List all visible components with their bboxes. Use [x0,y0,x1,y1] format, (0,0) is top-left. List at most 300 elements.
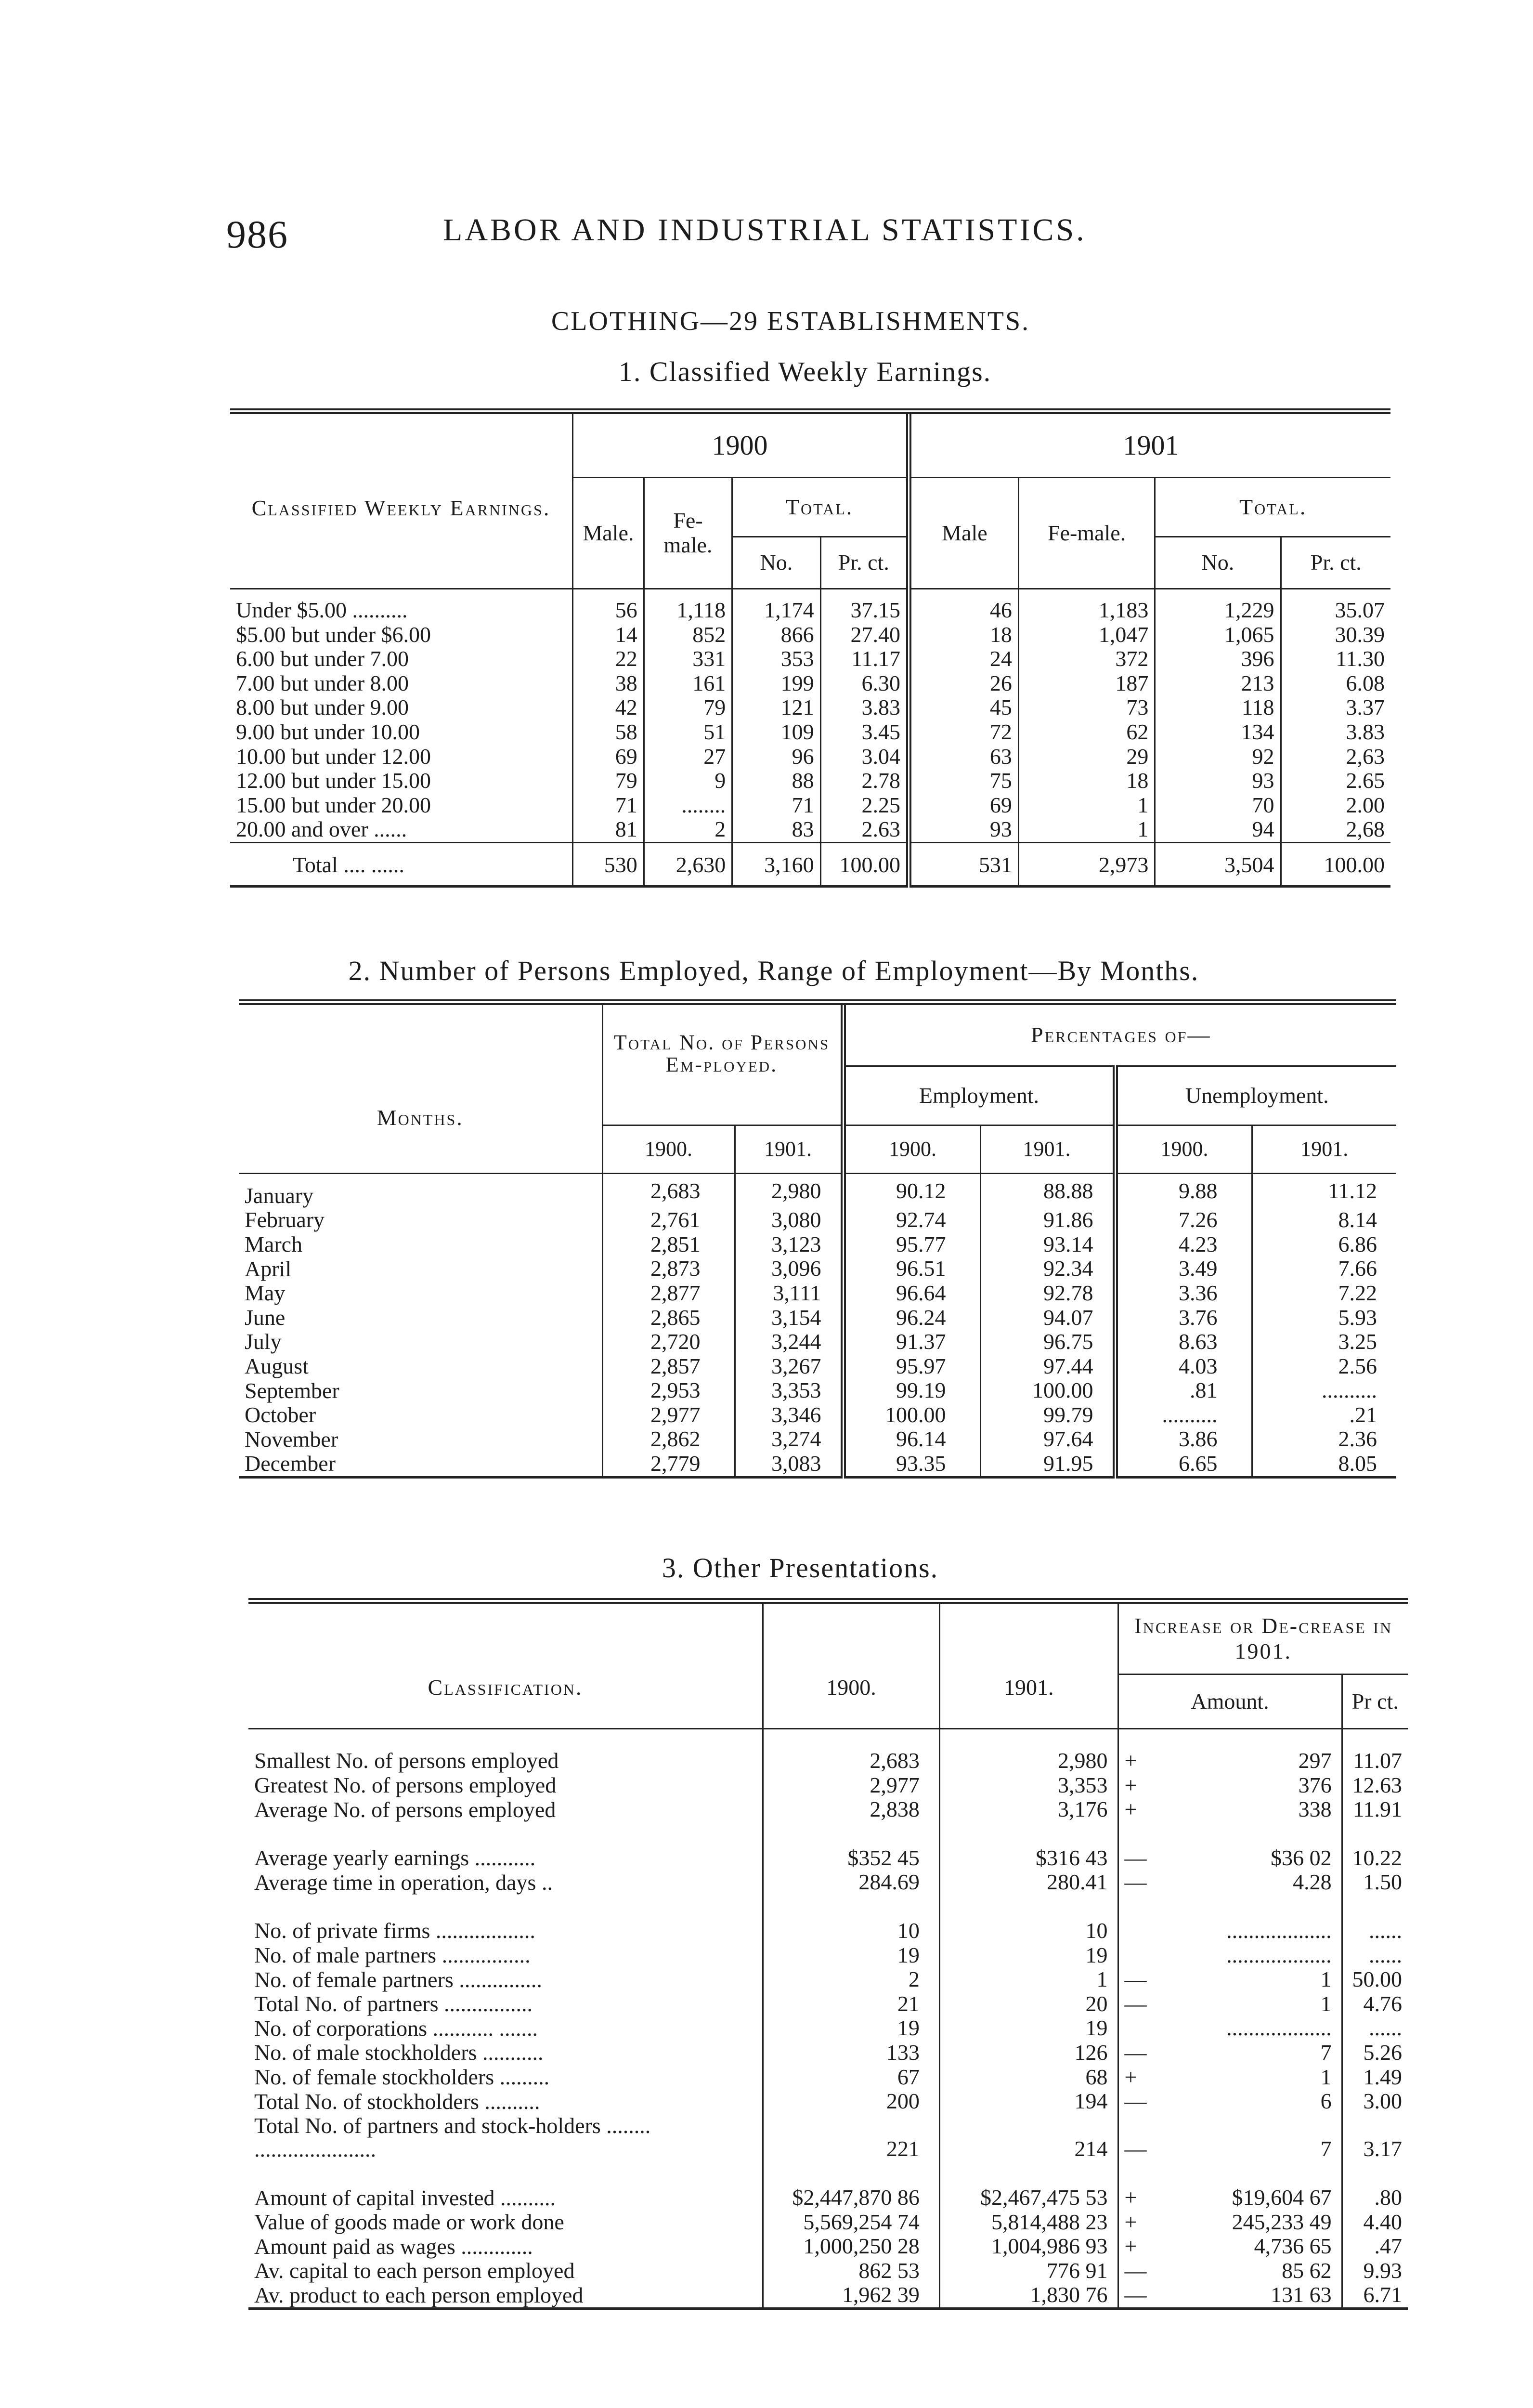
table-cell: 2,851 [602,1232,735,1257]
change-sign [1118,1943,1153,1968]
table2-title: 2. Number of Persons Employed, Range of Employment—By Months. [348,955,1199,986]
row-label: 6.00 but under 7.00 [230,647,572,671]
change-percent: 50.00 [1352,1967,1402,1992]
table-cell: 91.37 [843,1330,980,1354]
table-cell: 96.51 [843,1256,980,1281]
spacer-cell [939,1822,1118,1846]
t1-col-total-1900: Total. [732,478,909,537]
total-label: Total .... ...... [230,842,572,886]
table-row [239,1232,1396,1257]
t1-col-no-1900: No. [732,537,820,589]
spacer-cell [248,2161,763,2186]
spacer-cell [763,1822,939,1846]
change-amount: 4,736 65 [1153,2234,1342,2259]
running-title: LABOR AND INDUSTRIAL STATISTICS. [443,212,1087,248]
table-cell: 96 [732,745,820,769]
table-cell: 6.86 [1338,1231,1377,1256]
table-cell: 58 [572,720,644,745]
table-cell: 95.77 [843,1232,980,1257]
table-cell: 331 [644,647,732,671]
table-cell: 1,183 [1018,589,1155,623]
total-cell: 3,160 [732,842,820,886]
row-label: No. of female stockholders ......... [248,2065,763,2090]
t1-col-female-1900: Fe-male. [644,478,732,589]
table-cell: 97.44 [980,1354,1115,1379]
table-row [239,1452,1396,1477]
table-cell: 71 [732,793,820,818]
row-label: Average time in operation, days .. [248,1870,763,1895]
change-sign: — [1124,2136,1147,2161]
table-cell: 9 [644,769,732,793]
change-amount: 376 [1153,1773,1342,1798]
row-label: 20.00 and over ...... [230,817,572,842]
table-row [230,745,1390,769]
table-row [248,1797,1408,1822]
value-1901: 20 [939,1992,1118,2016]
total-cell: 531 [909,842,1019,886]
table-cell: 6.65 [1115,1452,1252,1477]
table-cell: 83 [732,817,820,842]
table-cell: 3.45 [820,720,909,745]
value-1901: 1,004,986 93 [939,2234,1118,2259]
year-header: 1900. [1115,1125,1252,1174]
month-label: November [239,1427,602,1452]
change-amount: 245,233 49 [1153,2210,1342,2235]
table-cell: 11.17 [820,647,909,671]
row-label: No. of private firms .................. [248,1919,763,1943]
table-cell: 2,720 [602,1330,735,1354]
table3-title: 3. Other Presentations. [662,1552,939,1584]
table-row [248,2089,1408,2114]
table-row [230,589,1390,623]
spacer-cell [1342,1822,1408,1846]
table-cell: 3.49 [1115,1256,1252,1281]
table-cell: 5.93 [1338,1305,1377,1330]
month-label: December [239,1452,602,1477]
change-sign: — [1124,1991,1147,2016]
table-cell: .......... [1322,1378,1377,1403]
table-cell: 11.12 [1328,1178,1377,1203]
change-sign: + [1124,2209,1137,2234]
month-label: October [239,1403,602,1427]
table-cell: 51 [644,720,732,745]
table-cell: 161 [644,671,732,696]
table-cell: 8.05 [1338,1451,1377,1476]
change-sign: + [1124,1797,1137,1822]
change-percent: 5.26 [1363,2040,1402,2065]
table-row [239,1378,1396,1403]
section-title: CLOTHING—29 ESTABLISHMENTS. [551,306,1030,336]
row-label: No. of male partners ................ [248,1943,763,1968]
t3-col-increase: Increase or De-crease in 1901. [1134,1613,1393,1663]
table-cell: 97.64 [980,1427,1115,1452]
value-1901: 280.41 [939,1870,1118,1895]
row-label: Value of goods made or work done [248,2210,763,2235]
row-label: Average yearly earnings ........... [248,1846,763,1871]
value-1901: 5,814,488 23 [939,2210,1118,2235]
table-cell: 1,047 [1018,623,1155,647]
change-sign: — [1124,1845,1147,1870]
change-amount: 131 63 [1153,2283,1342,2308]
table-cell: 3.76 [1115,1306,1252,1330]
change-sign [1118,1919,1153,1943]
table-row [248,1870,1408,1895]
change-percent: .47 [1374,2234,1402,2259]
table-cell: 6.30 [820,671,909,696]
table-cell: 2,862 [602,1427,735,1452]
table-row [248,2283,1408,2308]
table-cell: 852 [644,623,732,647]
value-1901: 19 [939,1943,1118,1968]
table1-title: 1. Classified Weekly Earnings. [618,356,992,387]
row-label: 15.00 but under 20.00 [230,793,572,818]
table-cell: 37.15 [820,589,909,623]
change-amount: 4.28 [1153,1870,1342,1895]
table-cell: 18 [909,623,1019,647]
table-cell: 75 [909,769,1019,793]
spacer-cell [1118,2161,1153,2186]
table-cell: 2,683 [602,1174,735,1208]
table-cell: 69 [909,793,1019,818]
table-cell: 2,980 [735,1174,843,1208]
table-cell: 56 [572,589,644,623]
table-cell: 99.79 [980,1403,1115,1427]
row-label: 9.00 but under 10.00 [230,720,572,745]
table-cell: 121 [732,695,820,720]
value-1901: 126 [939,2041,1118,2065]
table-cell: 3,346 [735,1403,843,1427]
spacer-cell [1118,1822,1153,1846]
table-cell: 3,083 [735,1452,843,1477]
spacer-cell [1153,2161,1342,2186]
value-1900: 19 [763,2016,939,2041]
t3-col-prct: Pr ct. [1342,1675,1408,1729]
t2-col-employment: Employment. [843,1066,1115,1125]
change-sign: + [1124,1772,1137,1797]
table-cell: 2,877 [602,1281,735,1306]
value-1901: 194 [939,2089,1118,2114]
table-row [248,1846,1408,1871]
spacer-cell [939,1895,1118,1919]
t3-col-1901: 1901. [939,1601,1118,1729]
value-1901: 10 [939,1919,1118,1943]
table-row [248,2259,1408,2283]
change-sign: — [1124,2040,1147,2065]
table-row [248,2234,1408,2259]
change-sign: — [1124,2258,1147,2283]
table-cell: 91.95 [980,1452,1115,1477]
change-amount: $19,604 67 [1153,2186,1342,2210]
table-cell: 2,865 [602,1306,735,1330]
change-sign: — [1124,2282,1147,2307]
change-percent: 1.49 [1363,2064,1402,2089]
table-cell: 3,111 [735,1281,843,1306]
table-row [230,623,1390,647]
table-cell: 2,873 [602,1256,735,1281]
table-cell: 71 [572,793,644,818]
value-1900: 862 53 [763,2259,939,2283]
table-cell: 1,174 [732,589,820,623]
group-spacer [248,1895,1408,1919]
table-row [239,1330,1396,1354]
table-cell: 187 [1018,671,1155,696]
value-1901: 1 [939,1967,1118,1992]
table-cell: 4.23 [1115,1232,1252,1257]
change-amount: 1 [1153,1967,1342,1992]
table-row [248,1943,1408,1968]
total-cell: 2,973 [1018,842,1155,886]
table-cell: 72 [909,720,1019,745]
table-cell: 7.22 [1338,1280,1377,1305]
row-label: 7.00 but under 8.00 [230,671,572,696]
spacer-cell [763,1895,939,1919]
value-1901: 214 [939,2114,1118,2161]
t1-col-prct-1901: Pr. ct. [1281,537,1390,589]
table-cell: 3,096 [735,1256,843,1281]
table-cell: 6.08 [1346,670,1385,695]
value-1901: 1,830 76 [939,2283,1118,2308]
table-cell: 42 [572,695,644,720]
table-cell: 96.75 [980,1330,1115,1354]
year-header: 1901. [735,1125,843,1174]
page-number: 986 [226,212,288,256]
table-cell: 3.86 [1115,1427,1252,1452]
table-row [248,1992,1408,2016]
table-cell: 2,63 [1346,744,1385,769]
change-percent: 3.17 [1363,2136,1402,2161]
table-cell: 7.66 [1338,1256,1377,1281]
year-header: 1900. [843,1125,980,1174]
table-row [230,793,1390,818]
table-cell: 69 [572,745,644,769]
table-row [230,647,1390,671]
table-cell: 96.64 [843,1281,980,1306]
table-cell: 99.19 [843,1378,980,1403]
table-cell: 100.00 [980,1378,1115,1403]
table-cell: 3,244 [735,1330,843,1354]
total-cell: 2,630 [644,842,732,886]
table-row [230,817,1390,842]
row-label: 10.00 but under 12.00 [230,745,572,769]
table-cell: 2.63 [820,817,909,842]
value-1900: 133 [763,2041,939,2065]
total-row [230,842,1390,886]
table-row [239,1208,1396,1232]
table-row [248,1919,1408,1943]
table-row [230,720,1390,745]
table-cell: 14 [572,623,644,647]
other-presentations-table [248,1598,1408,2310]
table-cell: 88 [732,769,820,793]
value-1900: 200 [763,2089,939,2114]
month-label: August [239,1354,602,1379]
value-1901: 68 [939,2065,1118,2090]
table-cell: 3,123 [735,1232,843,1257]
change-amount: ................... [1153,1919,1342,1943]
table-cell: .......... [1115,1403,1252,1427]
change-amount: 6 [1153,2089,1342,2114]
change-amount: 1 [1153,2065,1342,2090]
table-cell: 7.26 [1115,1208,1252,1232]
change-percent: ...... [1369,1918,1402,1943]
month-label: June [239,1306,602,1330]
table-row [230,671,1390,696]
table-row [248,1967,1408,1992]
table-cell: 95.97 [843,1354,980,1379]
table-cell: 92.34 [980,1256,1115,1281]
value-1900: 67 [763,2065,939,2090]
value-1900: 21 [763,1992,939,2016]
value-1900: 1,000,250 28 [763,2234,939,2259]
t2-col-unemployment: Unemployment. [1115,1066,1396,1125]
table-cell: 18 [1018,769,1155,793]
value-1900: 221 [763,2114,939,2161]
change-sign: + [1124,2064,1137,2089]
table-cell: 88.88 [980,1174,1115,1208]
change-sign: — [1124,1870,1147,1895]
year-header: 1901. [980,1125,1115,1174]
table-cell: 63 [909,745,1019,769]
row-label: No. of male stockholders ........... [248,2041,763,2065]
table-cell: 35.07 [1335,598,1385,622]
t1-col-total-1901: Total. [1155,478,1390,537]
total-cell: 3,504 [1155,842,1281,886]
table-cell: 93 [909,817,1019,842]
value-1900: 10 [763,1919,939,1943]
change-amount: 1 [1153,1992,1342,2016]
table-row [230,695,1390,720]
table-cell: 30.39 [1335,622,1385,647]
value-1900: $352 45 [763,1846,939,1871]
table-cell: 1,118 [644,589,732,623]
table-cell: 27 [644,745,732,769]
spacer-cell [1118,1895,1153,1919]
row-label: 8.00 but under 9.00 [230,695,572,720]
table-cell: 79 [572,769,644,793]
value-1900: 2 [763,1967,939,1992]
table-row [239,1427,1396,1452]
value-1901: 2,980 [939,1729,1118,1773]
table-cell: 9.88 [1115,1174,1252,1208]
change-amount: 7 [1153,2114,1342,2161]
table-cell: 396 [1155,647,1281,671]
change-percent: 9.93 [1363,2258,1402,2283]
table-cell: 3,267 [735,1354,843,1379]
row-label: Av. capital to each person employed [248,2259,763,2283]
table-cell: 2,953 [602,1378,735,1403]
table-cell: 96.14 [843,1427,980,1452]
table-cell: 4.03 [1115,1354,1252,1379]
spacer-cell [939,2161,1118,2186]
table-cell: .81 [1115,1378,1252,1403]
table-cell: 2.78 [820,769,909,793]
table-cell: 22 [572,647,644,671]
value-1901: 3,176 [939,1797,1118,1822]
value-1901: 19 [939,2016,1118,2041]
table-row [248,1729,1408,1773]
table-row [239,1306,1396,1330]
month-label: May [239,1281,602,1306]
spacer-cell [1153,1895,1342,1919]
value-1901: 3,353 [939,1773,1118,1798]
table-cell: 2.65 [1346,768,1385,793]
table-cell: 134 [1155,720,1281,745]
row-label: Total No. of partners ................ [248,1992,763,2016]
table-cell: 92.74 [843,1208,980,1232]
t2-col-percentages: Percentages of— [1031,1022,1211,1047]
table-row [248,2114,1408,2161]
change-percent: ...... [1369,2015,1402,2041]
change-sign: — [1124,2089,1147,2114]
row-label: Amount of capital invested .......... [248,2186,763,2210]
t1-col-no-1901: No. [1155,537,1281,589]
table-row [248,2065,1408,2090]
table-cell: 24 [909,647,1019,671]
table-cell: 93.35 [843,1452,980,1477]
table-cell: 2,761 [602,1208,735,1232]
table-cell: 3,274 [735,1427,843,1452]
month-label: September [239,1378,602,1403]
change-percent: .80 [1374,2185,1402,2210]
spacer-cell [248,1895,763,1919]
value-1900: $2,447,870 86 [763,2186,939,2210]
month-label: January [239,1174,602,1208]
table-cell: 372 [1018,647,1155,671]
table-cell: 62 [1018,720,1155,745]
change-percent: 4.40 [1363,2209,1402,2234]
value-1901: $2,467,475 53 [939,2186,1118,2210]
row-label: Total No. of partners and stock-holders ........ ...................... [248,2114,763,2161]
table-cell: 2,779 [602,1452,735,1477]
change-percent: 3.00 [1363,2089,1402,2114]
table-row [239,1256,1396,1281]
table-cell: 29 [1018,745,1155,769]
table-cell: 91.86 [980,1208,1115,1232]
table-cell: 26 [909,671,1019,696]
spacer-cell [1342,1895,1408,1919]
value-1901: 776 91 [939,2259,1118,2283]
change-percent: 12.63 [1352,1772,1402,1797]
t3-col-1900: 1900. [763,1601,939,1729]
year-header: 1900. [602,1125,735,1174]
table-row [239,1281,1396,1306]
total-cell: 100.00 [820,842,909,886]
table-cell: 213 [1155,671,1281,696]
spacer-cell [248,1822,763,1846]
table-cell: ........ [644,793,732,818]
classified-weekly-earnings-table [230,408,1390,888]
change-sign: — [1124,1967,1147,1992]
change-amount: ................... [1153,2016,1342,2041]
row-label: $5.00 but under $6.00 [230,623,572,647]
change-sign [1118,2016,1153,2041]
change-amount: 85 62 [1153,2259,1342,2283]
table-cell: 2.00 [1346,792,1385,817]
row-label: Amount paid as wages ............. [248,2234,763,2259]
value-1901: $316 43 [939,1846,1118,1871]
table-cell: 46 [909,589,1019,623]
month-label: February [239,1208,602,1232]
spacer-cell [1342,2161,1408,2186]
change-percent: 11.07 [1353,1748,1402,1773]
value-1900: 1,962 39 [763,2283,939,2308]
t1-col-female-1901: Fe-male. [1018,478,1155,589]
table-cell: 73 [1018,695,1155,720]
table-cell: 2,68 [1346,817,1385,842]
row-label: No. of female partners ............... [248,1967,763,1992]
total-cell: 100.00 [1281,842,1390,886]
table-cell: 92 [1155,745,1281,769]
